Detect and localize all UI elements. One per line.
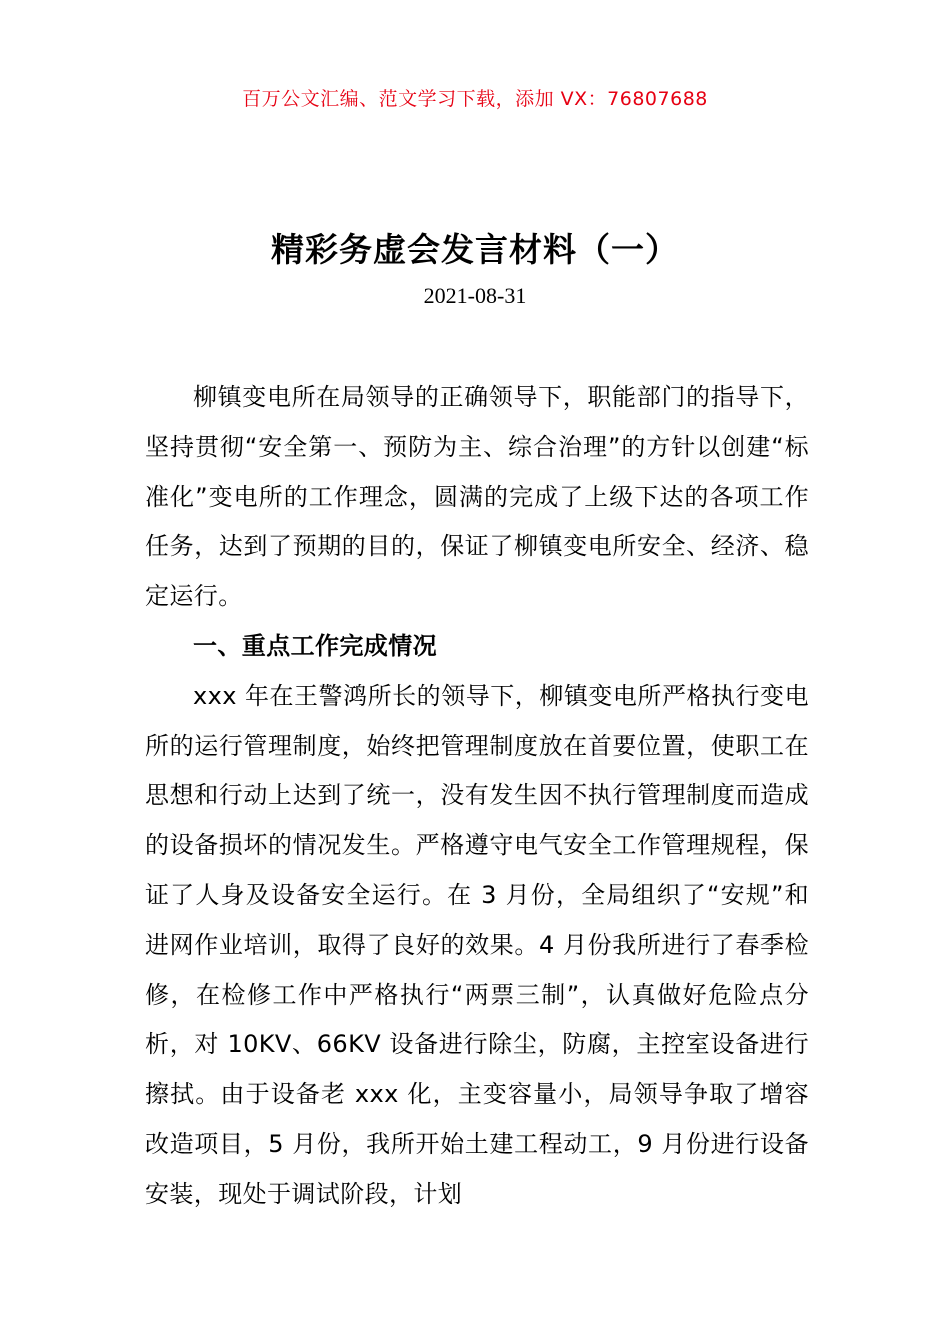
- document-date: 2021-08-31: [423, 283, 527, 308]
- section-heading: 一、重点工作完成情况: [193, 631, 437, 660]
- paragraph-intro: 柳镇变电所在局领导的正确领导下，职能部门的指导下，坚持贯彻“安全第一、预防为主、综合治理”的方针以创建“标准化”变电所的工作理念，圆满的完成了上级下达的各项工作任务，达到了预期的目的，保证了柳镇变电所安全、经济、稳定运行。: [145, 383, 809, 611]
- document-body: [145, 373, 809, 1220]
- watermark-header-note: 百万公文汇编、范文学习下载，添加 VX：76807688: [242, 88, 708, 110]
- paragraph-work-summary: xxx 年在王警鸿所长的领导下，柳镇变电所严格执行变电所的运行管理制度，始终把管理制度放在首要位置，使职工在思想和行动上达到了统一，没有发生因不执行管理制度而造成的设备损坏的情况发生。严格遵守电气安全工作管理规程，保证了人身及设备安全运行。在 3 月份，全局组织了“安规”和进网作业培训，取得了良好的效果。4 月份我所进行了春季检修，在检修工作中严格执行“两票三制”，认真做好危险点分析，对 10KV、66KV 设备进行除尘，防腐，主控室设备进行擦拭。由于设备老 xxx 化，主变容量小，局领导争取了增容改造项目，5 月份，我所开始土建工程动工，9 月份进行设备安装，现处于调试阶段，计划: [145, 681, 809, 1208]
- document-title: 精彩务虚会发言材料（一）: [271, 230, 679, 269]
